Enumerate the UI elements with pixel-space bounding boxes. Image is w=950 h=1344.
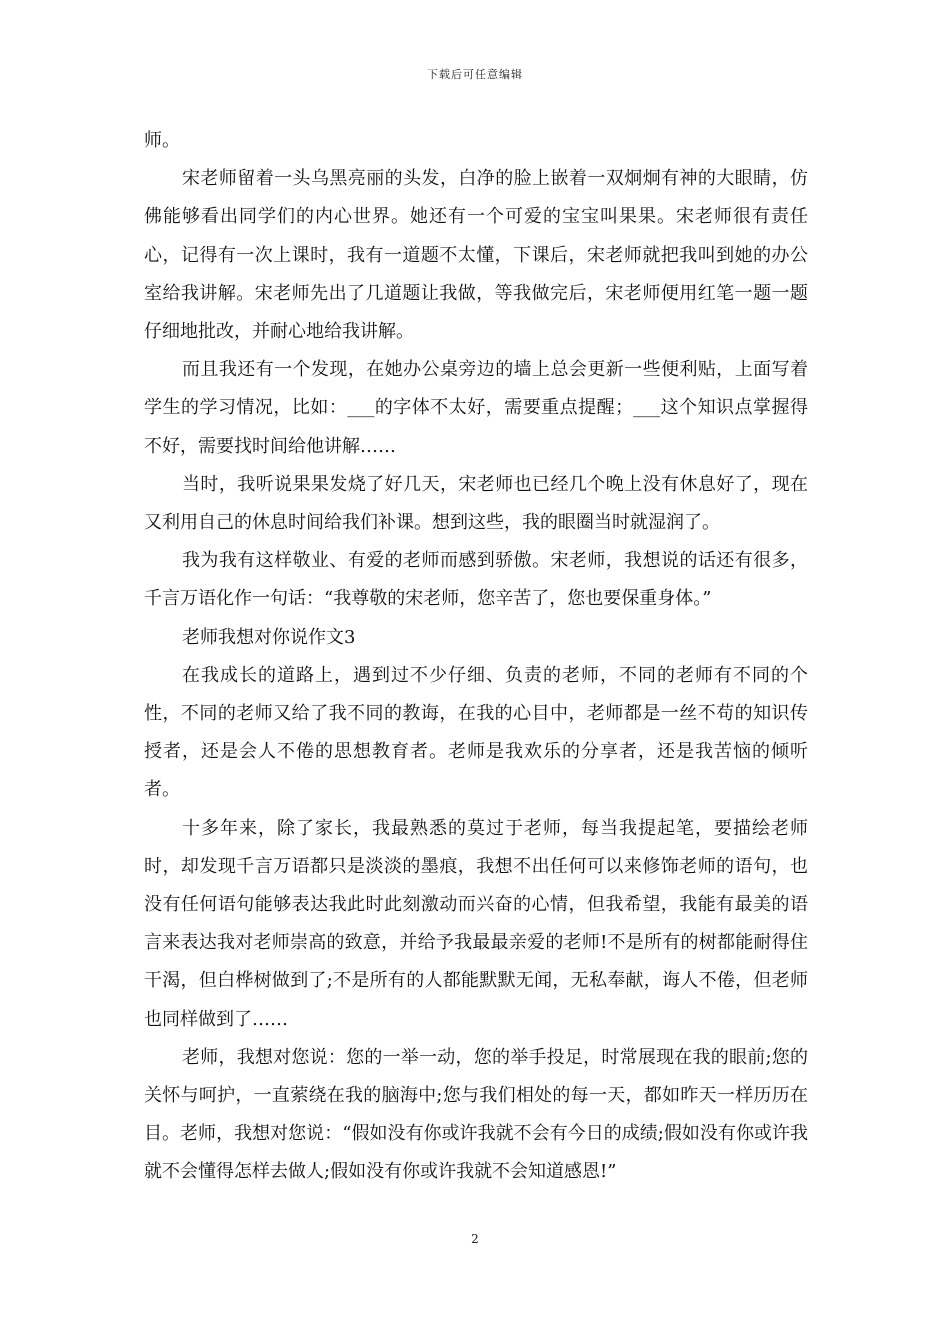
paragraph-6: 在我成长的道路上，遇到过不少仔细、负责的老师，不同的老师有不同的个性，不同的老师又给了我不同的教诲，在我的心目中，老师都是一丝不苟的知识传授者，还是会人不倦的思想教育者。老师是我欢乐的分享者，还是我苦恼的倾听者。 (144, 664, 808, 801)
page-number: 2 (471, 1232, 479, 1246)
paragraph-7: 十多年来，除了家长，我最熟悉的莫过于老师，每当我提起笔，要描绘老师时，却发现千言万语都只是淡淡的墨痕，我想不出任何可以来修饰老师的语句，也没有任何语句能够表达我此时此刻激动而兴奋的心情，但我希望，我能有最美的语言来表达我对老师崇高的致意，并给予我最最亲爱的老师!不是所有的树都能耐得住干渴，但白桦树做到了;不是所有的人都能默默无闻，无私奉献，诲人不倦，但老师也同样做到了…… (144, 817, 808, 1030)
document-body (144, 122, 808, 1192)
paragraph-4: 我为我有这样敬业、有爱的老师而感到骄傲。宋老师，我想说的话还有很多，千言万语化作一句话：“我尊敬的宋老师，您辛苦了，您也要保重身体。” (144, 550, 808, 610)
paragraph-3: 当时，我听说果果发烧了好几天，宋老师也已经几个晚上没有休息好了，现在又利用自己的休息时间给我们补课。想到这些，我的眼圈当时就湿润了。 (144, 473, 808, 534)
paragraph-8: 老师，我想对您说：您的一举一动，您的举手投足，时常展现在我的眼前;您的关怀与呵护，一直萦绕在我的脑海中;您与我们相处的每一天，都如昨天一样历历在目。老师，我想对您说：“假如没有你或许我就不会有今日的成绩;假如没有你或许我就不会懂得怎样去做人;假如没有你或许我就不会知道感恩!” (144, 1046, 808, 1183)
page-header: 下载后可任意编辑 (427, 68, 523, 81)
paragraph-2: 而且我还有一个发现，在她办公桌旁边的墙上总会更新一些便利贴，上面写着学生的学习情况，比如：___的字体不太好，需要重点提醒；___这个知识点掌握得不好，需要找时间给他讲解…… (144, 359, 808, 457)
section-heading: 老师我想对你说作文3 (182, 626, 356, 648)
paragraph-1: 宋老师留着一头乌黑亮丽的头发，白净的脸上嵌着一双炯炯有神的大眼睛，仿佛能够看出同学们的内心世界。她还有一个可爱的宝宝叫果果。宋老师很有责任心，记得有一次上课时，我有一道题不太懂，下课后，宋老师就把我叫到她的办公室给我讲解。宋老师先出了几道题让我做，等我做完后，宋老师便用红笔一题一题仔细地批改，并耐心地给我讲解。 (144, 168, 808, 343)
paragraph-0: 师。 (144, 130, 180, 151)
